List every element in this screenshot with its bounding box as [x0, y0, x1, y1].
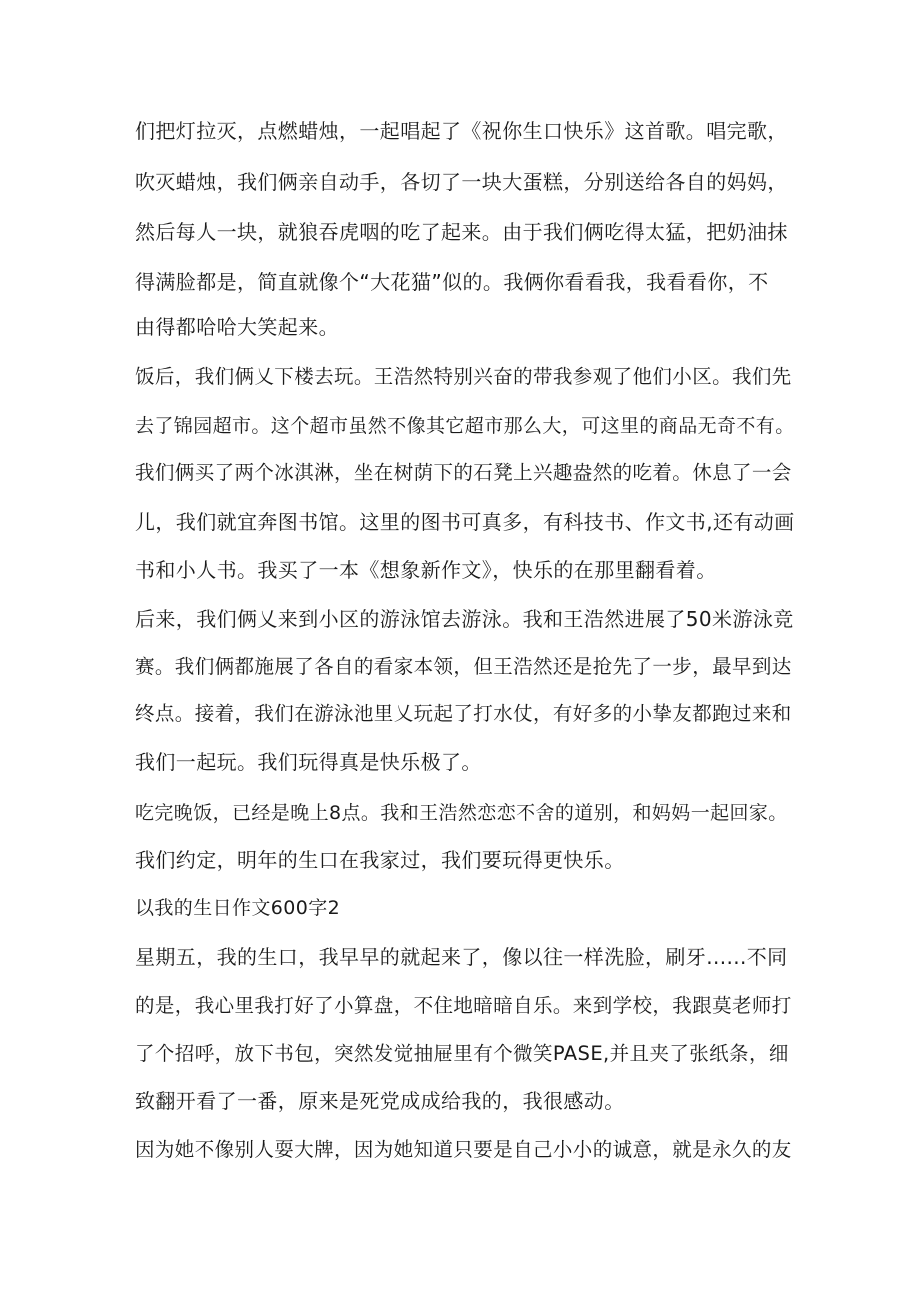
text-line: 然后每人一块，就狼吞虎咽的吃了起来。由于我们俩吃得太猛，把奶油抹 [135, 220, 788, 244]
text-line: 吹灭蜡烛，我们俩亲自动手，各切了一块大蛋糕，分别送给各自的妈妈， [135, 170, 788, 194]
section-title: 以我的生日作文600字2 [135, 897, 341, 919]
text-line: 得满脸都是，简直就像个“大花猫”似的。我俩你看看我，我看看你，不 [135, 270, 769, 294]
text-line: 赛。我们俩都施展了各自的看家本领，但王浩然还是抢先了一步，最早到达 [135, 655, 792, 678]
text-line: 吃完晚饭，已经是晚上8点。我和王浩然恋恋不舍的道别，和妈妈一起回家。 [135, 802, 788, 824]
text-line: 了个招呼，放下书包，突然发觉抽屉里有个微笑PASE,并且夹了张纸条，细 [135, 1042, 789, 1065]
text-line: 后来，我们俩乂来到小区的游泳馆去游泳。我和王浩然进展了50米游泳竞 [135, 607, 794, 631]
text-line: 我们约定，明年的生口在我家过，我们要玩得更快乐。 [135, 848, 625, 872]
text-line: 终点。接着，我们在游泳池里乂玩起了打水仗，有好多的小挚友都跑过来和 [135, 702, 792, 725]
text-line: 书和小人书。我买了一本《想象新作文》，快乐的在那里翻看着。 [135, 558, 717, 582]
text-line: 因为她不像别人耍大牌，因为她知道只要是自己小小的诚意，就是永久的友 [135, 1138, 792, 1161]
text-line: 星期五，我的生口，我早早的就起来了，像以往一样洗脸，刷牙......不同 [135, 945, 788, 969]
text-line: 由得都哈哈大笑起来。 [135, 315, 339, 339]
text-line: 儿，我们就宜奔图书馆。这里的图书可真多，有科技书、作文书,还有动画 [135, 510, 795, 534]
text-line: 的是，我心里我打好了小算盘，不住地暗暗自乐。来到学校，我跟莫老师打 [135, 994, 792, 1017]
text-line: 我们一起玩。我们玩得真是快乐极了。 [135, 750, 482, 774]
text-line: 致翻开看了一番，原来是死党成成给我的，我很感动。 [135, 1089, 625, 1113]
text-line: 饭后，我们俩乂下楼去玩。王浩然特别兴奋的带我参观了他们小区。我们先 [135, 365, 792, 388]
text-line: 我们俩买了两个冰淇淋，坐在树荫下的石凳上兴趣盎然的吃着。休息了一会 [135, 461, 792, 484]
text-line: 去了锦园超市。这个超市虽然不像其它超市那么大，可这里的商品无奇不有。 [135, 415, 795, 437]
text-line: 们把灯拉灭，点燃蜡烛，一起唱起了《祝你生口快乐》这首歌。唱完歌， [135, 119, 788, 143]
